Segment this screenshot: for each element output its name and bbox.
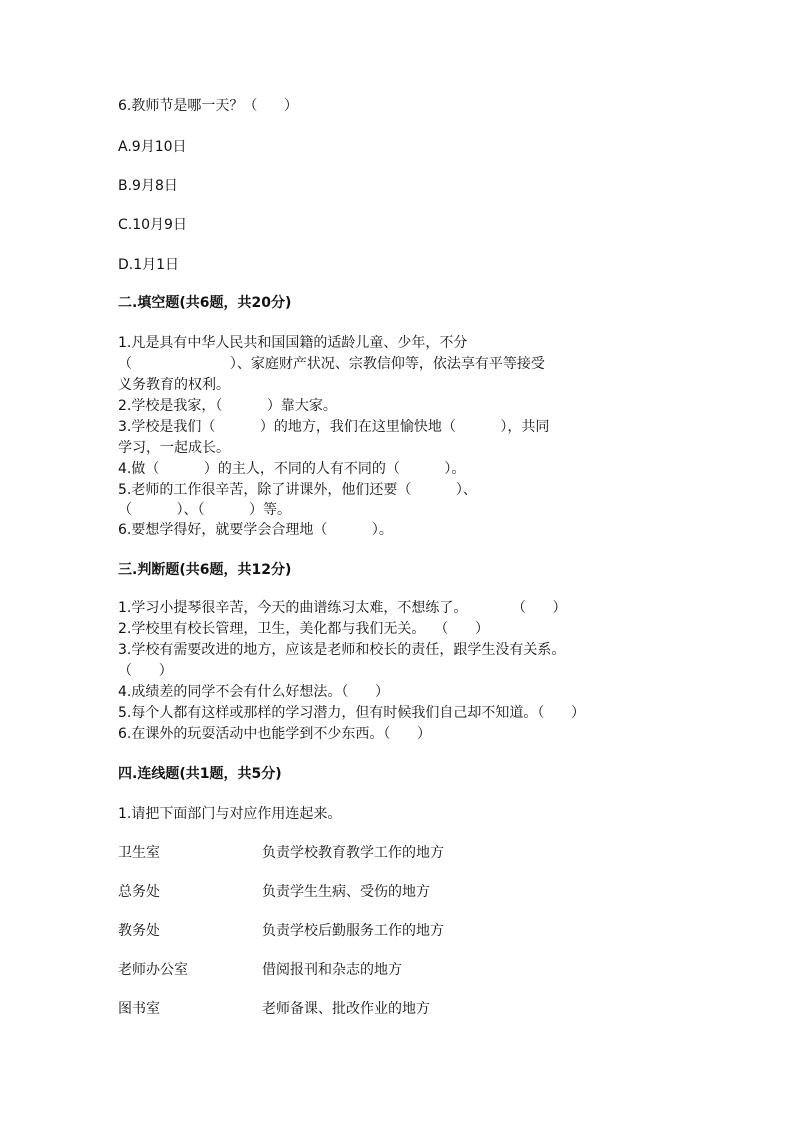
fill-line: （ ）、家庭财产状况、宗教信仰等，依法享有平等接受: [118, 356, 545, 372]
judge-line: 3.学校有需要改进的地方，应该是老师和校长的责任，跟学生没有关系。: [118, 642, 566, 658]
match-left-item: 教务处: [118, 923, 160, 939]
match-right-item: 借阅报刊和杂志的地方: [262, 962, 402, 978]
match-right-item: 老师备课、批改作业的地方: [262, 1001, 430, 1017]
match-left-item: 老师办公室: [118, 962, 188, 978]
fill-line: 2.学校是我家，（ ）靠大家。: [118, 398, 337, 414]
match-left-item: 总务处: [118, 884, 160, 900]
match-right-item: 负责学校教育教学工作的地方: [262, 845, 444, 861]
fill-line: 义务教育的权利。: [118, 377, 230, 393]
fill-line: 6.要想学得好，就要学会合理地（ ）。: [118, 522, 393, 538]
match-left-item: 图书室: [118, 1001, 160, 1017]
question-6-option-d: D.1月1日: [118, 257, 180, 273]
match-instruction: 1.请把下面部门与对应作用连起来。: [118, 806, 342, 822]
match-right-item: 负责学生生病、受伤的地方: [262, 884, 430, 900]
judge-line: 1.学习小提琴很辛苦，今天的曲谱练习太难，不想练了。 （ ）: [118, 600, 567, 616]
match-section-title: 四.连线题(共1题，共5分): [118, 766, 282, 782]
fill-line: 5.老师的工作很辛苦，除了讲课外，他们还要（ ）、: [118, 482, 477, 498]
fill-section-title: 二.填空题(共6题，共20分): [118, 295, 292, 311]
fill-line: （ ）、（ ）等。: [118, 502, 292, 518]
fill-line: 1.凡是具有中华人民共和国国籍的适龄儿童、少年，不分: [118, 335, 468, 351]
judge-section-title: 三.判断题(共6题，共12分): [118, 562, 292, 578]
match-left-item: 卫生室: [118, 845, 160, 861]
fill-line: 4.做（ ）的主人，不同的人有不同的（ ）。: [118, 461, 466, 477]
fill-line: 学习，一起成长。: [118, 440, 230, 456]
question-6-option-c: C.10月9日: [118, 217, 187, 233]
match-right-item: 负责学校后勤服务工作的地方: [262, 923, 444, 939]
question-6-option-a: A.9月10日: [118, 139, 187, 155]
judge-line: 5.每个人都有这样或那样的学习潜力，但有时候我们自己却不知道。（ ）: [118, 705, 586, 721]
fill-line: 3.学校是我们（ ）的地方，我们在这里愉快地（ ），共同: [118, 419, 550, 435]
question-6-option-b: B.9月8日: [118, 178, 178, 194]
judge-line: 4.成绩差的同学不会有什么好想法。（ ）: [118, 684, 390, 700]
question-6-stem: 6.教师节是哪一天？（ ）: [118, 98, 299, 114]
judge-line: （ ）: [118, 663, 173, 679]
judge-line: 6.在课外的玩耍活动中也能学到不少东西。（ ）: [118, 726, 432, 742]
judge-line: 2.学校里有校长管理，卫生，美化都与我们无关。 （ ）: [118, 621, 489, 637]
